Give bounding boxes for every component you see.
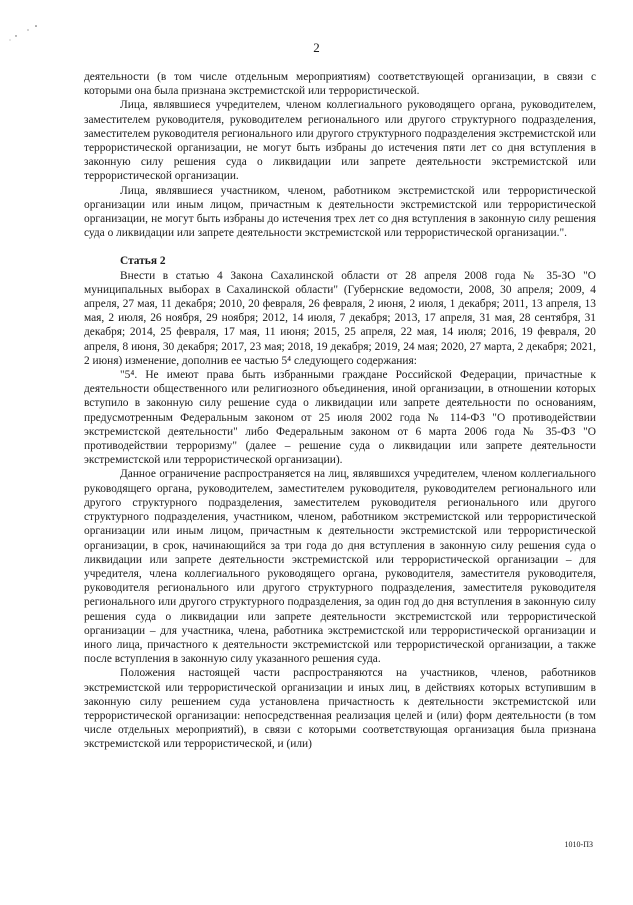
document-body [84,70,596,752]
spacer [84,240,596,254]
paragraph-members-restriction: Лица, являвшиеся участником, членом, работником экстремистской или террористической организации или иным лицом, причастным к деятельности экстремистской или террористической организации, не могут быть избраны до истечения трех лет со дня вступления в законную силу решения суда о ликвидации или запрете деятельности экстремистской или террористической организации.". [84,184,596,240]
page-number: 2 [313,40,320,55]
paragraph-provisions: Положения настоящей части распространяются на участников, членов, работников экстремистской или террористической организации и иных лиц, в действиях которых вступившим в законную силу решением суда установлена причастность к деятельности экстремистской или террористической организации: непосредственная реализация целей и (или) форм деятельности (в том числе отдельных мероприятий), в связи с которыми соответствующая организация была признана экстремистской или террористической, и (или) [84,667,596,751]
paragraph-founders-restriction: Лица, являвшиеся учредителем, членом коллегиального руководящего органа, руководителем, заместителем руководителя, руководителем регионального или другого структурного подразделения, заместителем руководителя регионального или другого структурного подразделения экстремистской или террористической организации, не могут быть избраны до истечения пяти лет со дня вступления в законную силу решения суда о ликвидации или запрете деятельности экстремистской или террористической организации. [84,99,596,183]
paragraph-restriction-scope: Данное ограничение распространяется на лиц, являвшихся учредителем, членом коллегиального руководящего органа, руководителем, заместителем руководителя, руководителем регионального или другого структурного подразделения, заместителем руководителя регионального или другого структурного подразделения, участником, членом, работником экстремистской или террористической организации или иным лицом, причастным к деятельности экстремистской или террористической организации, в срок, начинающийся за три года до дня вступления в законную силу решения суда о ликвидации или запрете деятельности экстремистской или террористической организации – для учредителя, члена коллегиального руководящего органа, руководителя, заместителя руководителя, руководителя регионального или другого структурного подразделения, заместителя руководителя регионального или другого структурного подразделения, за один год до дня вступления в законную силу решения суда о ликвидации или запрете деятельности экстремистской или террористической организации – для участника, члена, работника экстремистской или террористической организации и иного лица, причастного к деятельности экстремистской или террористической организации, а также после вступления в законную силу указанного решения суда. [84,468,596,666]
article-title: Статья 2 [120,255,166,268]
article-intro: Внести в статью 4 Закона Сахалинской области от 28 апреля 2008 года № 35-ЗО "О муниципальных выборах в Сахалинской области" (Губернские ведомости, 2008, 30 апреля; 2009, 4 апреля, 27 мая, 11 декабря; 2010, 20 февраля, 26 февраля, 2 июня, 2 июля, 1 декабря; 2011, 13 апреля, 13 мая, 2 июля, 26 ноября, 29 ноября; 2012, 14 июля, 7 декабря; 2013, 17 апреля, 31 мая, 28 сентября, 31 декабря; 2014, 25 февраля, 17 мая, 11 июня; 2015, 25 апреля, 22 мая, 14 июля; 2016, 19 февраля, 20 апреля, 8 июня, 30 декабря; 2017, 23 мая; 2018, 19 декабря; 2019, 24 мая; 2020, 27 марта, 2 декабря; 2021, 2 июня) изменение, дополнив ее частью 5⁴ следующего содержания: [84,269,596,367]
footer-code: 1010-ПЗ [564,840,593,849]
paragraph-part-5-4: "5⁴. Не имеют права быть избранными граждане Российской Федерации, причастные к деятельности общественного или религиозного объединения, иной организации, в отношении которых вступило в законную силу решение суда о ликвидации или запрете деятельности по основаниям, предусмотренным Федеральным законом от 25 июля 2002 года № 114-ФЗ "О противодействии экстремистской деятельности" либо Федеральным законом от 6 марта 2006 года № 35-ФЗ "О противодействии терроризму" (далее – решение суда о ликвидации или запрете деятельности экстремистской или террористической организации). [84,369,596,467]
paragraph-continuation: деятельности (в том числе отдельным мероприятиям) соответствующей организации, в связи с которыми она была признана экстремистской или террористической. [84,71,596,98]
